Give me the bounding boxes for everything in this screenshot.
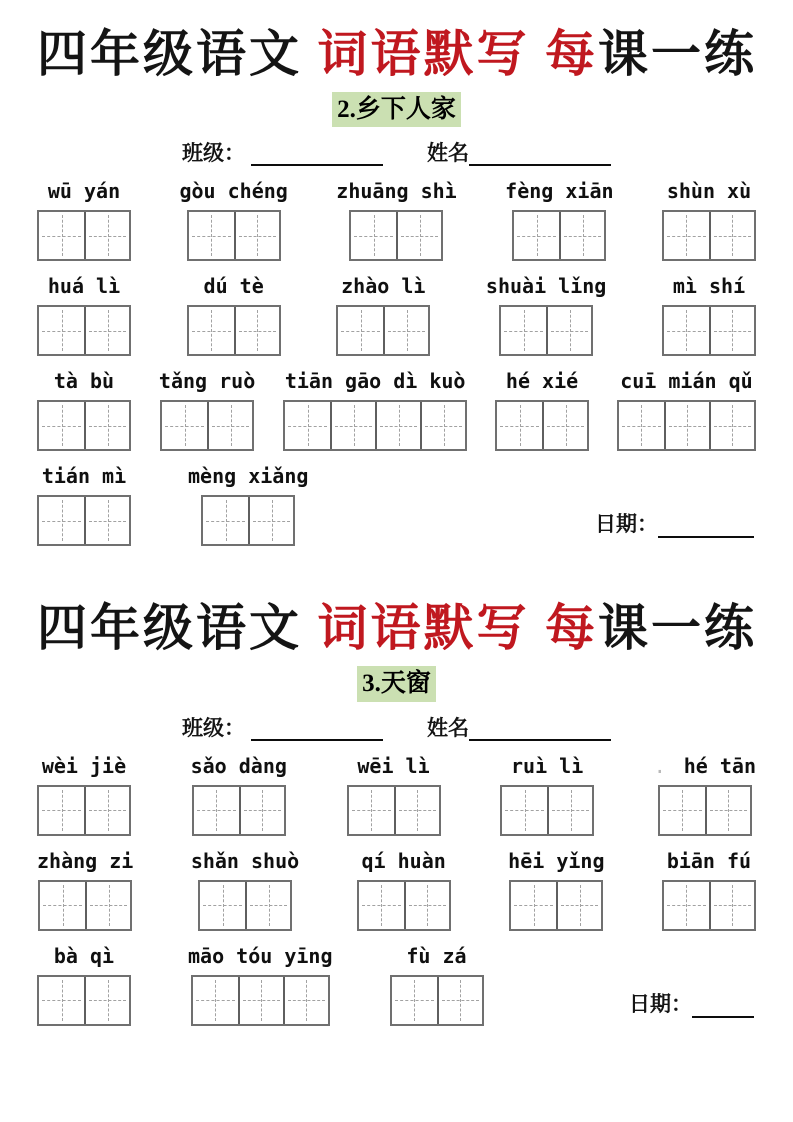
pinyin-label: zhuāng shì <box>336 179 457 204</box>
title-part: 每 <box>545 600 598 657</box>
grid-cell[interactable] <box>359 882 404 929</box>
writing-grid[interactable] <box>509 880 603 931</box>
word-item <box>505 179 613 261</box>
word-item <box>37 179 131 261</box>
word-row <box>37 274 756 356</box>
writing-grid[interactable] <box>495 400 589 451</box>
grid-cell[interactable] <box>392 977 437 1024</box>
grid-cell[interactable] <box>84 212 129 259</box>
title-part <box>530 26 546 82</box>
date-label: 日期： <box>595 513 658 537</box>
stray-dot-mark: . <box>653 753 666 778</box>
title-part: 四年级语文 <box>37 26 318 82</box>
grid-cell[interactable] <box>330 402 375 449</box>
class-label: 班级： <box>182 716 245 740</box>
word-item <box>495 369 589 451</box>
writing-grid[interactable] <box>37 400 131 451</box>
pinyin-label: tǎng ruò <box>158 369 256 394</box>
lesson-section <box>37 26 756 546</box>
writing-grid[interactable] <box>187 305 281 356</box>
grid-cell[interactable] <box>394 787 439 834</box>
grid-cell[interactable] <box>194 787 239 834</box>
word-item <box>347 754 441 836</box>
pinyin-label: wēi lì <box>357 753 430 778</box>
grid-cell[interactable] <box>619 402 664 449</box>
pinyin-label: biān fú <box>666 848 752 873</box>
pinyin-label: zhào lì <box>341 274 426 299</box>
writing-grid[interactable] <box>37 495 131 546</box>
date-blank[interactable] <box>658 514 754 538</box>
grid-cell[interactable] <box>239 787 284 834</box>
grid-cell[interactable] <box>502 787 547 834</box>
grid-cell[interactable] <box>285 402 330 449</box>
word-item <box>37 464 131 546</box>
writing-grid[interactable] <box>38 880 132 931</box>
grid-cell[interactable] <box>664 212 709 259</box>
word-row <box>37 179 756 261</box>
grid-cell[interactable] <box>709 212 754 259</box>
class-name-line <box>37 716 756 741</box>
pinyin-label: dú tè <box>203 274 264 299</box>
word-row <box>37 944 756 1026</box>
pinyin-label: sǎo dàng <box>190 753 287 778</box>
grid-cell[interactable] <box>234 307 279 354</box>
writing-grid[interactable] <box>617 400 756 451</box>
grid-cell[interactable] <box>514 212 559 259</box>
word-item <box>500 754 594 836</box>
word-item <box>357 849 451 931</box>
writing-grid[interactable] <box>349 210 443 261</box>
grid-cell[interactable] <box>709 402 754 449</box>
word-item <box>508 849 604 931</box>
writing-grid[interactable] <box>390 975 484 1026</box>
grid-cell[interactable] <box>283 977 328 1024</box>
word-item <box>37 849 133 931</box>
pinyin-label: cuī mián qǔ <box>620 369 753 394</box>
pinyin-label: tà bù <box>53 369 115 394</box>
pinyin-label: hēi yǐng <box>508 848 605 873</box>
writing-grid[interactable] <box>37 305 131 356</box>
grid-cell[interactable] <box>85 882 130 929</box>
word-row <box>37 849 756 931</box>
writing-grid[interactable] <box>201 495 295 546</box>
writing-grid[interactable] <box>37 785 131 836</box>
pinyin-label: tiān gāo dì kuò <box>284 369 466 394</box>
class-name-line <box>37 141 756 166</box>
grid-cell[interactable] <box>200 882 245 929</box>
grid-cell[interactable] <box>709 307 754 354</box>
grid-cell[interactable] <box>40 882 85 929</box>
writing-grid[interactable] <box>187 210 281 261</box>
pinyin-label: shuài lǐng <box>485 274 607 299</box>
grid-cell[interactable] <box>437 977 482 1024</box>
writing-grid[interactable] <box>499 305 593 356</box>
worksheet-title <box>37 600 756 656</box>
pinyin-label: shǎn shuò <box>190 848 300 873</box>
grid-cell[interactable] <box>546 307 591 354</box>
title-part: 词语默写 <box>317 26 530 82</box>
writing-grid[interactable] <box>662 880 756 931</box>
grid-cell[interactable] <box>238 977 283 1024</box>
word-item <box>283 369 467 451</box>
grid-cell[interactable] <box>396 212 441 259</box>
date-blank[interactable] <box>692 994 754 1018</box>
name-label: 姓名 <box>427 142 469 166</box>
writing-grid[interactable] <box>662 305 756 356</box>
grid-cell[interactable] <box>559 212 604 259</box>
word-item <box>159 369 255 451</box>
grid-cell[interactable] <box>84 307 129 354</box>
pinyin-label: mèng xiǎng <box>188 464 309 489</box>
grid-cell[interactable] <box>556 882 601 929</box>
word-item <box>486 274 606 356</box>
grid-cell[interactable] <box>39 307 84 354</box>
grid-cell[interactable] <box>189 212 234 259</box>
lesson-subtitle: 3.天窗 <box>357 666 436 701</box>
lesson-section <box>37 600 756 1025</box>
pinyin-label: hé xié <box>505 369 579 394</box>
word-item <box>37 274 131 356</box>
grid-cell[interactable] <box>39 402 84 449</box>
word-item <box>390 944 484 1026</box>
grid-cell[interactable] <box>39 787 84 834</box>
pinyin-label: wū yán <box>47 179 121 204</box>
pinyin-label: . hé tān <box>653 753 756 778</box>
grid-cell[interactable] <box>248 497 293 544</box>
writing-grid[interactable] <box>191 975 330 1026</box>
pinyin-label: wèi jiè <box>41 753 127 778</box>
grid-cell[interactable] <box>664 882 709 929</box>
name-blank[interactable] <box>469 716 611 741</box>
date-line <box>595 508 754 538</box>
pinyin-label: bà qì <box>53 943 115 968</box>
grid-cell[interactable] <box>39 977 84 1024</box>
writing-grid[interactable] <box>37 210 131 261</box>
grid-cell[interactable] <box>375 402 420 449</box>
word-item <box>336 179 456 261</box>
word-row <box>37 369 756 451</box>
grid-cell[interactable] <box>404 882 449 929</box>
grid-cell[interactable] <box>511 882 556 929</box>
grid-cell[interactable] <box>193 977 238 1024</box>
writing-grid[interactable] <box>658 785 752 836</box>
writing-grid[interactable] <box>198 880 292 931</box>
grid-cell[interactable] <box>39 497 84 544</box>
pinyin-label: fù zá <box>406 943 467 968</box>
grid-cell[interactable] <box>383 307 428 354</box>
writing-grid[interactable] <box>512 210 606 261</box>
writing-grid[interactable] <box>347 785 441 836</box>
grid-cell[interactable] <box>542 402 587 449</box>
writing-grid[interactable] <box>160 400 254 451</box>
writing-grid[interactable] <box>37 975 131 1026</box>
grid-cell[interactable] <box>84 787 129 834</box>
word-item <box>662 274 756 356</box>
date-line <box>629 988 754 1018</box>
grid-cell[interactable] <box>84 497 129 544</box>
word-item <box>191 849 299 931</box>
grid-cell[interactable] <box>84 977 129 1024</box>
grid-cell[interactable] <box>420 402 465 449</box>
title-part <box>530 600 546 656</box>
word-item <box>336 274 430 356</box>
pinyin-label: qí huàn <box>361 848 446 873</box>
word-item <box>191 754 287 836</box>
pinyin-label: māo tóu yīng <box>188 943 333 968</box>
pinyin-label: shùn xù <box>666 179 752 204</box>
name-label: 姓名 <box>427 716 469 740</box>
writing-grid[interactable] <box>192 785 286 836</box>
class-blank[interactable] <box>251 141 383 166</box>
grid-cell[interactable] <box>709 882 754 929</box>
word-item <box>188 944 333 1026</box>
word-row <box>37 754 756 836</box>
writing-grid[interactable] <box>283 400 467 451</box>
grid-cell[interactable] <box>351 212 396 259</box>
word-item <box>662 179 756 261</box>
date-label: 日期： <box>629 992 692 1016</box>
writing-grid[interactable] <box>336 305 430 356</box>
pinyin-label: gòu chéng <box>179 179 288 204</box>
word-item <box>662 849 756 931</box>
name-blank[interactable] <box>469 141 611 166</box>
writing-grid[interactable] <box>662 210 756 261</box>
grid-cell[interactable] <box>234 212 279 259</box>
grid-cell[interactable] <box>207 402 252 449</box>
grid-cell[interactable] <box>39 212 84 259</box>
pinyin-label: tián mì <box>41 464 127 489</box>
grid-cell[interactable] <box>245 882 290 929</box>
word-item <box>179 179 287 261</box>
title-part: 词语默写 <box>317 600 530 657</box>
class-blank[interactable] <box>251 716 383 741</box>
grid-cell[interactable] <box>664 402 709 449</box>
title-part: 四年级语文 <box>37 600 318 657</box>
word-item <box>37 944 131 1026</box>
pinyin-label: mì shí <box>672 274 746 299</box>
pinyin-label: zhàng zi <box>37 848 134 873</box>
pinyin-label: ruì lì <box>510 753 584 778</box>
grid-cell[interactable] <box>705 787 750 834</box>
grid-cell[interactable] <box>189 307 234 354</box>
subtitle-row <box>37 666 756 701</box>
class-label: 班级： <box>182 142 245 166</box>
worksheet-title <box>37 26 756 82</box>
writing-grid[interactable] <box>357 880 451 931</box>
word-item <box>654 754 756 836</box>
pinyin-label: fèng xiān <box>505 179 614 204</box>
word-item <box>188 464 308 546</box>
grid-cell[interactable] <box>547 787 592 834</box>
word-item <box>37 754 131 836</box>
grid-cell[interactable] <box>497 402 542 449</box>
grid-cell[interactable] <box>349 787 394 834</box>
title-part: 每 <box>545 26 598 82</box>
word-row <box>37 464 756 546</box>
grid-cell[interactable] <box>84 402 129 449</box>
grid-cell[interactable] <box>660 787 705 834</box>
writing-grid[interactable] <box>500 785 594 836</box>
grid-cell[interactable] <box>501 307 546 354</box>
grid-cell[interactable] <box>203 497 248 544</box>
word-item <box>37 369 131 451</box>
grid-cell[interactable] <box>162 402 207 449</box>
word-item <box>187 274 281 356</box>
pinyin-label: huá lì <box>47 274 121 299</box>
title-part: 课一练 <box>598 600 757 657</box>
sections-root <box>37 26 756 1026</box>
subtitle-row <box>37 92 756 127</box>
word-item <box>617 369 756 451</box>
grid-cell[interactable] <box>664 307 709 354</box>
lesson-subtitle: 2.乡下人家 <box>332 92 461 127</box>
title-part: 课一练 <box>598 26 757 82</box>
grid-cell[interactable] <box>338 307 383 354</box>
